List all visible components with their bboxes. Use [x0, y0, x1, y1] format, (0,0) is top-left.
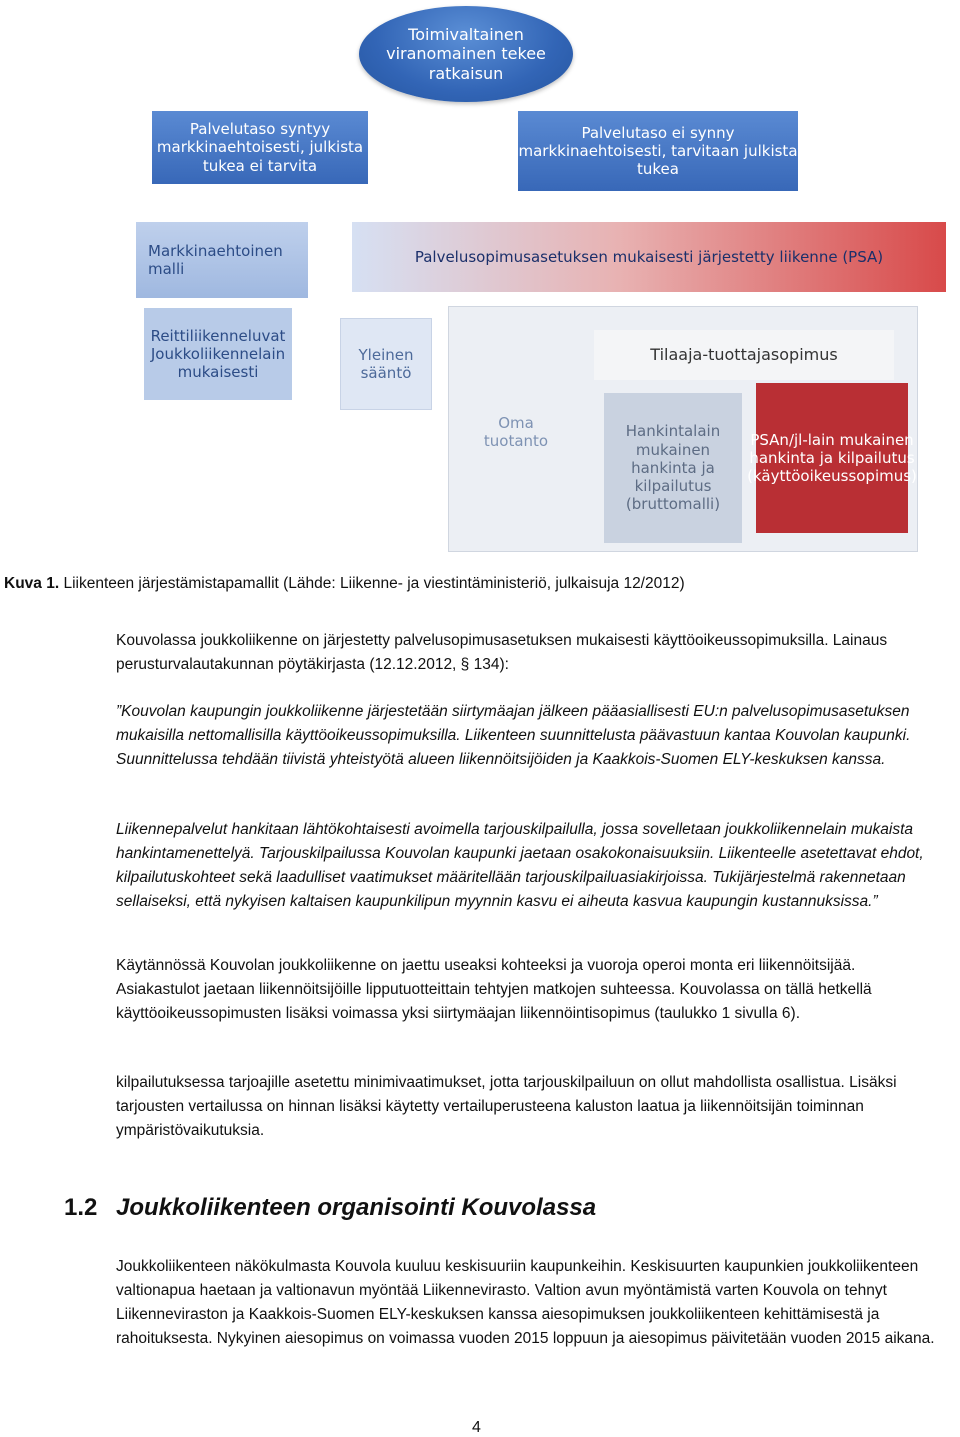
- route-licenses-box: Reittiliikenneluvat Joukkoliikennelain mukaisesti: [144, 308, 292, 400]
- client-producer-box: Tilaaja-tuottajasopimus: [594, 330, 894, 380]
- section-number: 1.2: [64, 1194, 98, 1221]
- caption-label: Kuva 1.: [4, 575, 60, 592]
- paragraph-competition: kilpailutuksessa tarjoajille asetettu minimivaatimukset, jotta tarjouskilpailuun on ollut mahdollista osallistua. Lisäksi tarjousten vertailussa on hinnan lisäksi käytetty vertailuperusteena kaluston laatua ja liikennöitsijän toiminnan ympäristövaikutuksia.: [116, 1074, 897, 1139]
- market-model-box: Markkinaehtoinen malli: [136, 222, 308, 298]
- page-number: 4: [472, 1419, 481, 1436]
- paragraph-practice: Käytännössä Kouvolan joukkoliikenne on jaettu useaksi kohteeksi ja vuoroja operoi monta eri liikennöitsijää. Asiakastulot jaetaan liikennöitsijöille lipputuotteittain tehtyjen matkojen suhteessa. Kouvolassa on tällä hetkellä käyttöoikeussopimusten lisäksi voimassa yksi siirtymäajan liikennöintisopimus (taulukko 1 sivulla 6).: [116, 957, 872, 1022]
- public-support-branch: Palvelutaso ei synny markkinaehtoisesti, tarvitaan julkista tukea: [518, 111, 798, 191]
- figure-caption: [4, 575, 685, 593]
- authority-decision-node: Toimivaltainen viranomainen tekee ratkaisun: [359, 6, 573, 102]
- organization-diagram: [136, 0, 936, 560]
- paragraph-organization: Joukkoliikenteen näkökulmasta Kouvola kuuluu keskisuuriin kaupunkeihin. Keskisuurten kaupunkien joukkoliikenteen valtionapua haetaan ja valtionavun myöntää Liikennevirasto. Valtion avun myöntämistä varten Kouvola on tehnyt Liikenneviraston ja Kaakkois-Suomen ELY-keskuksen kanssa aiesopimuksen joukkoliikenteen kehittämisestä ja rahoituksesta. Nykyinen aiesopimus on voimassa vuoden 2015 loppuun ja aiesopimus päivitetään vuoden 2015 aikana.: [116, 1258, 935, 1347]
- paragraph-intro: Kouvolassa joukkoliikenne on järjestetty palvelusopimusasetuksen mukaisesti käyttöoikeussopimuksilla. Lainaus perusturvalautakunnan pöytäkirjasta (12.12.2012, § 134):: [116, 632, 888, 673]
- general-rule-box: Yleinen sääntö: [340, 318, 432, 410]
- psa-banner: Palvelusopimusasetuksen mukaisesti järjestetty liikenne (PSA): [352, 222, 946, 292]
- own-production-box: Oma tuotanto: [483, 413, 549, 450]
- psa-procurement-box: PSAn/jl-lain mukainen hankinta ja kilpailutus (käyttöoikeussopimus): [756, 383, 908, 533]
- procurement-box: Hankintalain mukainen hankinta ja kilpailutus (bruttomalli): [604, 393, 742, 543]
- section-title: Joukkoliikenteen organisointi Kouvolassa: [116, 1194, 597, 1221]
- section-heading: [64, 1194, 596, 1222]
- quote-paragraph-2: Liikennepalvelut hankitaan lähtökohtaisesti avoimella tarjouskilpailulla, jossa sovelletaan joukkoliikennelain mukaista hankintamenettelyä. Tarjouskilpailussa Kouvolan kaupunki jaetaan osakokonaisuuksiin. Liikenteelle asetettavat ehdot, kilpailutuskohteet sekä laadulliset vaatimukset määritellään tarjouskilpailuasiakirjoissa. Tukijärjestelmä rakennetaan sellaiseksi, että nykyisen kaltaisen kaupunkilipun myynnin kasvu ei aiheuta kasvua kaupungin kustannuksissa.”: [116, 821, 924, 910]
- quote-paragraph-1: ”Kouvolan kaupungin joukkoliikenne järjestetään siirtymäajan jälkeen pääasiallisesti EU:n palvelusopimusasetuksen mukaisilla nettomallisilla käyttöoikeussopimuksilla. Liikenteen suunnittelusta päävastuun kantaa Kouvolan kaupunki. Suunnittelussa tehdään tiivistä yhteistyötä alueen liikennöitsijöiden ja Kaakkois-Suomen ELY-keskuksen kanssa.: [116, 703, 911, 768]
- caption-text: Liikenteen järjestämistapamallit (Lähde: Liikenne- ja viestintäministeriö, julkaisuja 12/2012): [59, 575, 685, 592]
- market-based-branch: Palvelutaso syntyy markkinaehtoisesti, julkista tukea ei tarvita: [152, 111, 368, 184]
